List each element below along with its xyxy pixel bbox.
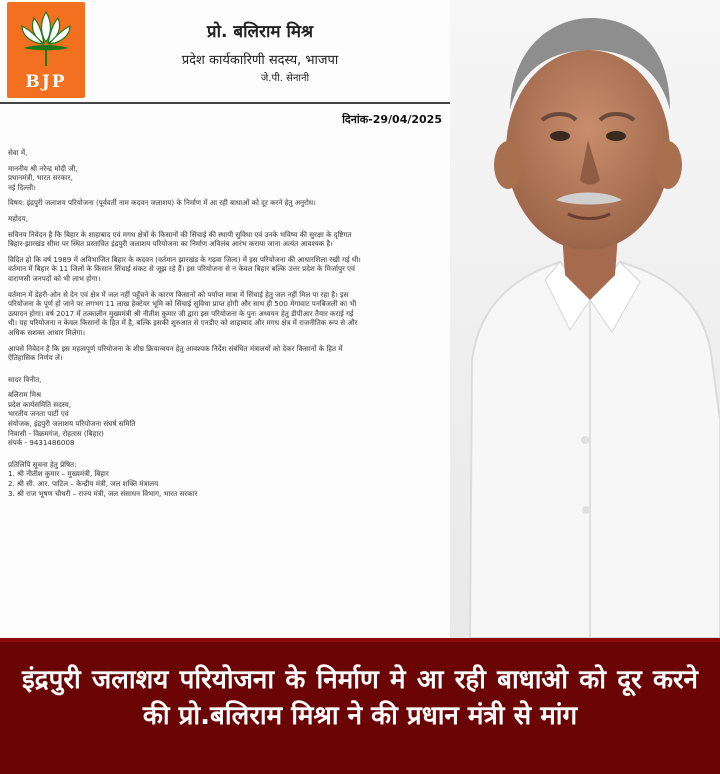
- letterhead-divider: [0, 102, 450, 104]
- letter-line: प्रतिलिपि सूचना हेतु प्रेषित:: [8, 459, 77, 469]
- letter-line: सादर विनीत,: [8, 374, 42, 384]
- letter-line: थी। यह परियोजना न केवल किसानों के हित में है, बल्कि इसकी शुरुआत से एनडीए को शाहाबाद और मगध क्षेत्र में राजनीतिक रूप से और: [8, 318, 358, 328]
- headline-banner: [0, 638, 720, 774]
- letter-line: उत्पादन होगा। वर्ष 2017 में तत्कालीन मुख्यमंत्री श्री नीतीश कुमार जी द्वारा इस परियोजना के पुनः अध्ययन हेतु डीपीआर तैयार कराई गई: [8, 308, 354, 318]
- letter-line: संपर्क - 9431486008: [8, 438, 75, 448]
- letter-line: प्रधानमंत्री, भारत सरकार,: [8, 173, 73, 183]
- letter-body: [8, 148, 446, 498]
- letter-line: 1. श्री नीतीश कुमार – मुख्यमंत्री, बिहार: [8, 469, 109, 479]
- portrait-illustration: [450, 0, 720, 638]
- letter-line: सेवा में,: [8, 148, 28, 157]
- sender-name: प्रो. बलिराम मिश्र: [206, 22, 314, 42]
- lotus-icon: [16, 8, 76, 70]
- letter-line: बिहार-झारखंड सीमा पर स्थित प्रस्तावित इंद्रपुरी जलाशय परियोजना का निर्माण अविलंब आरंभ कराया जाना अत्यंत आवश्यक है।: [8, 239, 333, 249]
- letter-line: संयोजक, इंद्रपुरी जलाशय परियोजना संघर्ष समिति: [8, 419, 136, 429]
- bjp-logo: [7, 2, 85, 98]
- letter-line: ऐतिहासिक निर्णय लें।: [8, 353, 63, 363]
- headline-text: इंद्रपुरी जलाशय परियोजना के निर्माण मे आ रही बाधाओ को दूर करने की प्रो.बलिराम मिश्रा ने की प्रधान मंत्री से मांग: [22, 665, 698, 731]
- letter-date: दिनांक-29/04/2025: [342, 113, 442, 126]
- letter-line: प्रदेश कार्यसमिति सदस्य,: [8, 399, 71, 409]
- letter-line: अधिक सशक्त आधार मिलेगा।: [8, 327, 86, 337]
- letter-line: वाराणसी जनपदों को भी लाभ होगा।: [8, 273, 101, 283]
- letter-line: परियोजना के पूर्ण हो जाने पर लगभग 11 लाख हेक्टेयर भूमि को सिंचाई सुविधा प्राप्त होगी और साथ ही 500 मेगावाट पनबिजली का भी: [8, 299, 357, 309]
- portrait-photo: [450, 0, 720, 638]
- sender-subtitle: जे.पी. सेनानी: [260, 73, 310, 84]
- letter-line: विदित हो कि वर्ष 1989 में अविभाजित बिहार के कदवन (वर्तमान झारखंड के गढ़वा जिला) में इस परियोजना की आधारशिला रखी गई थी।: [8, 254, 361, 264]
- logo-text: BJP: [25, 72, 67, 92]
- letter-line: सविनय निवेदन है कि बिहार के शाहाबाद एवं मगध क्षेत्रों के किसानों की सिंचाई की स्थायी सुविधा एवं उनके भविष्य की सुरक्षा के दृष्टिगत: [8, 229, 352, 239]
- letter-line: नई दिल्ली।: [8, 182, 36, 192]
- letter-line: भारतीय जनता पार्टी एवं: [8, 409, 69, 419]
- letter-line: बलिराम मिश्र: [8, 390, 42, 400]
- letter-line: वर्तमान में डेहरी-ओन से देन एवं क्षेत्र में जल नहीं पहुँचने के कारण किसानों को पर्याप्त मात्रा में सिंचाई हेतु जल नहीं मिल पा रहा है। इस: [8, 289, 349, 299]
- sender-designation: प्रदेश कार्यकारिणी सदस्य, भाजपा: [181, 53, 339, 68]
- letterhead: [110, 20, 410, 86]
- letter-line: माननीय श्री नरेन्द्र मोदी जी,: [8, 163, 78, 173]
- letter-line: 2. श्री सी. आर. पाटिल – केन्द्रीय मंत्री, जल शक्ति मंत्रालय: [8, 479, 159, 489]
- letter-line: आपसे निवेदन है कि इस महत्वपूर्ण परियोजना के शीघ्र क्रियान्वयन हेतु आवश्यक निर्देश संबंधित मंत्रालयों को देकर किसानों के हित में: [8, 343, 343, 353]
- letter-line: निवासी - विक्रमगंज, रोहतास (बिहार): [8, 428, 104, 438]
- letter-line: 3. श्री राज भूषण चौधरी – राज्य मंत्री, जल संसाधन विभाग, भारत सरकार: [8, 488, 198, 498]
- letter-line: वर्तमान में बिहार के 11 जिलों के किसान सिंचाई संकट से जूझ रहे हैं। इस परियोजना से न केवल बिहार बल्कि उत्तर प्रदेश के मिर्जापुर एवं: [8, 264, 355, 274]
- letter-line: विषय: इंद्रपुरी जलाशय परियोजना (पूर्ववर्ती नाम कदवन जलाशय) के निर्माण में आ रही बाधाओं को दूर करने हेतु अनुरोध।: [8, 198, 316, 208]
- letter-line: महोदय,: [8, 213, 28, 223]
